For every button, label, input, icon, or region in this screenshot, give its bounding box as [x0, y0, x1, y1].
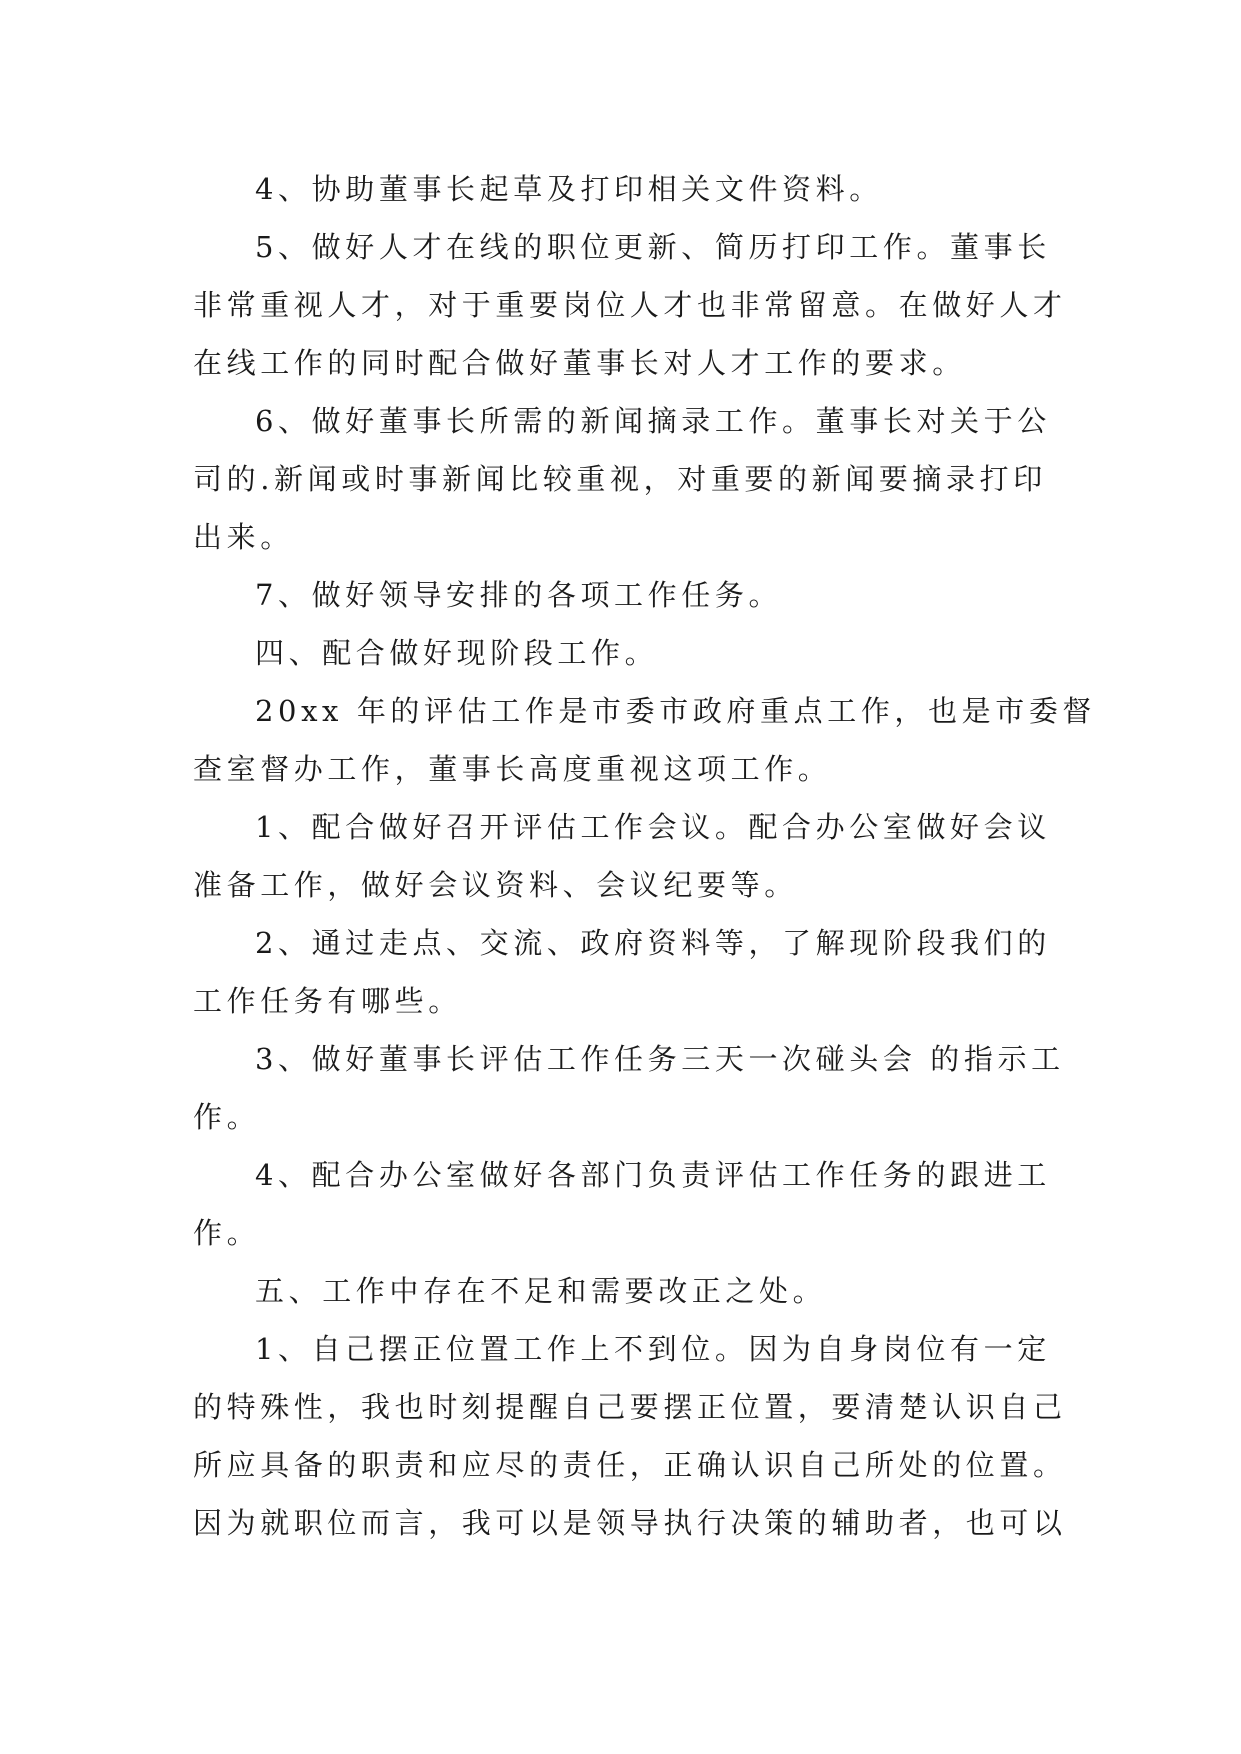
section-heading: 四、配合做好现阶段工作。 — [255, 636, 659, 670]
paragraph-line: 查室督办工作，董事长高度重视这项工作。 — [193, 752, 832, 786]
paragraph-line: 7、做好领导安排的各项工作任务。 — [255, 578, 783, 612]
paragraph-line: 3、做好董事长评估工作任务三天一次碰头会 的指示工 — [255, 1042, 1065, 1076]
paragraph-line: 准备工作，做好会议资料、会议纪要等。 — [193, 868, 798, 902]
paragraph-line: 作。 — [193, 1216, 261, 1250]
paragraph-line: 出来。 — [193, 520, 294, 554]
paragraph-line: 1、自己摆正位置工作上不到位。因为自身岗位有一定 — [255, 1332, 1051, 1366]
paragraph-line: 4、协助董事长起草及打印相关文件资料。 — [255, 172, 883, 206]
paragraph-line: 5、做好人才在线的职位更新、简历打印工作。董事长 — [255, 230, 1051, 264]
paragraph-line: 4、配合办公室做好各部门负责评估工作任务的跟进工 — [255, 1158, 1051, 1192]
document-body — [193, 160, 1097, 1552]
paragraph-line: 作。 — [193, 1100, 261, 1134]
paragraph-line: 20xx 年的评估工作是市委市政府重点工作，也是市委督 — [255, 694, 1097, 728]
paragraph-line: 因为就职位而言，我可以是领导执行决策的辅助者，也可以 — [193, 1506, 1067, 1540]
paragraph-line: 在线工作的同时配合做好董事长对人才工作的要求。 — [193, 346, 966, 380]
paragraph-line: 的特殊性，我也时刻提醒自己要摆正位置，要清楚认识自己 — [193, 1390, 1067, 1424]
paragraph-line: 非常重视人才，对于重要岗位人才也非常留意。在做好人才 — [193, 288, 1067, 322]
paragraph-line: 2、通过走点、交流、政府资料等，了解现阶段我们的 — [255, 926, 1051, 960]
paragraph-line: 1、配合做好召开评估工作会议。配合办公室做好会议 — [255, 810, 1051, 844]
paragraph-line: 所应具备的职责和应尽的责任，正确认识自己所处的位置。 — [193, 1448, 1067, 1482]
paragraph-line: 司的.新闻或时事新闻比较重视，对重要的新闻要摘录打印 — [193, 462, 1047, 496]
paragraph-line: 6、做好董事长所需的新闻摘录工作。董事长对关于公 — [255, 404, 1051, 438]
paragraph-line: 工作任务有哪些。 — [193, 984, 462, 1018]
section-heading: 五、工作中存在不足和需要改正之处。 — [255, 1274, 827, 1308]
